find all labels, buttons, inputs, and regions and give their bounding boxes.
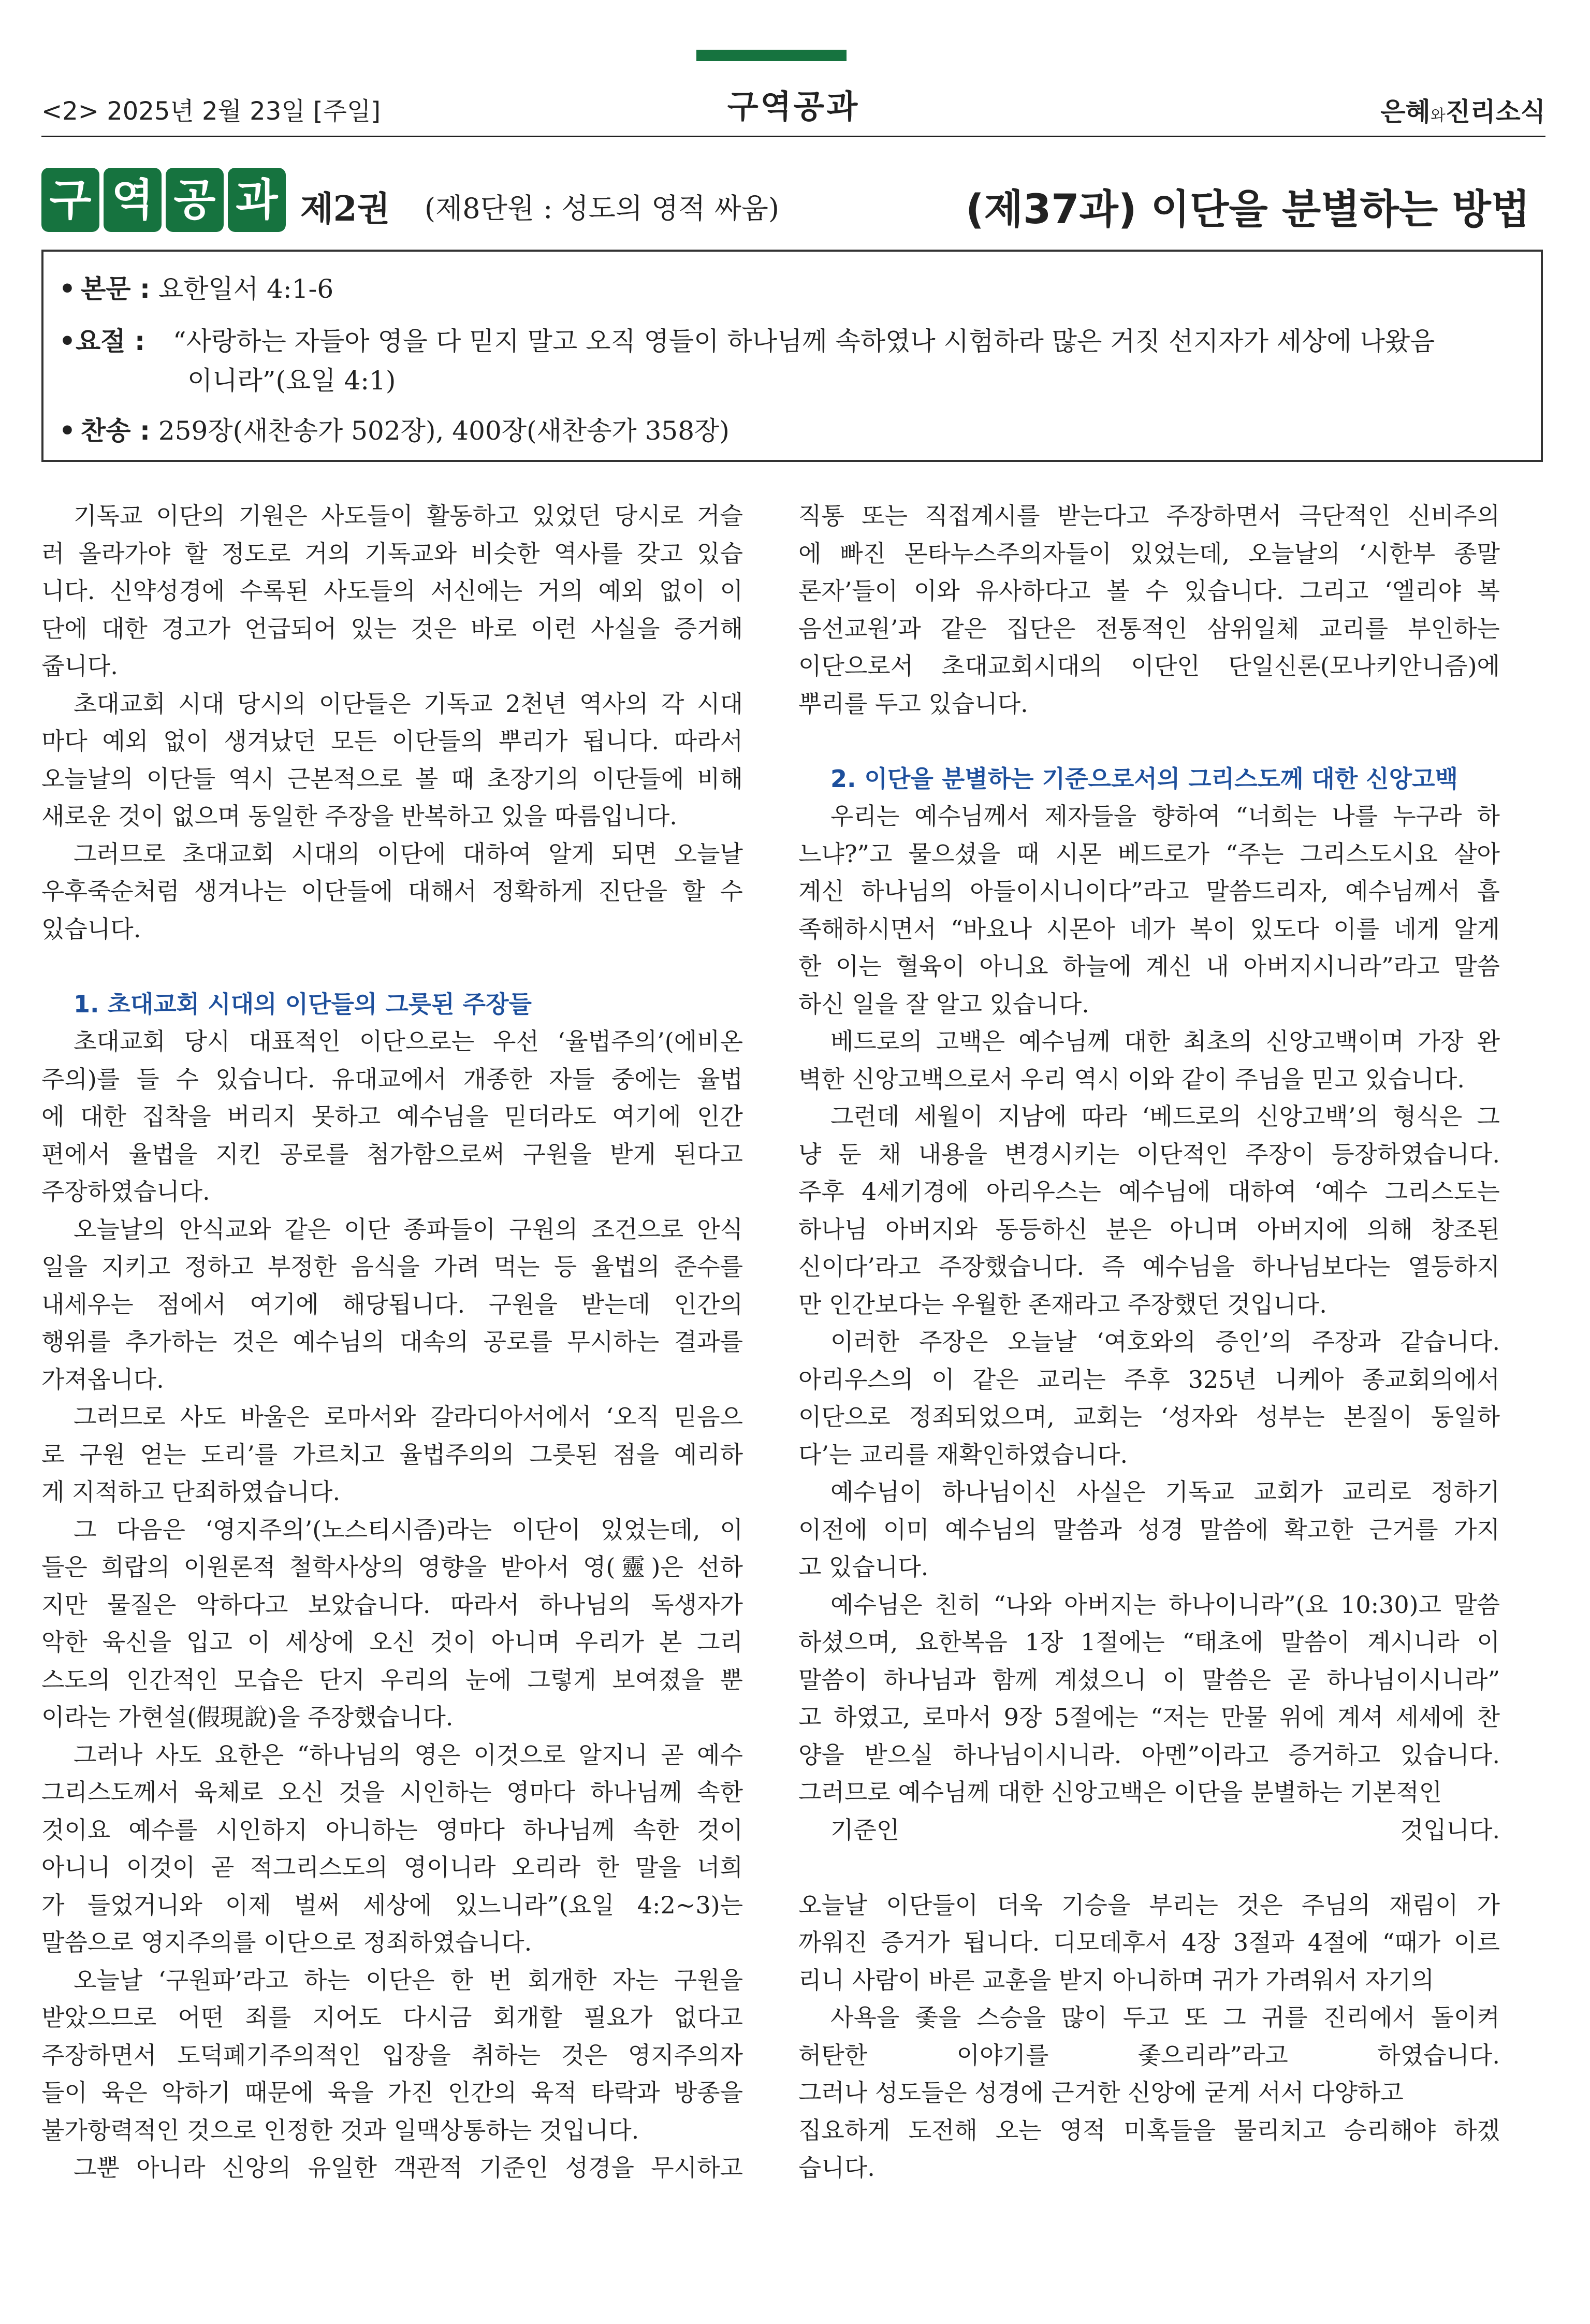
badge-char: 공 bbox=[166, 168, 224, 232]
body-text-line: 에 대한 집착을 버리지 못하고 예수님을 믿더라도 여기에 인간 bbox=[41, 1102, 743, 1130]
body-text-line: 기독교 이단의 기원은 사도들이 활동하고 있었던 당시로 거슬 bbox=[74, 502, 743, 530]
lesson-title-row bbox=[41, 166, 1545, 238]
section-title: 구역공과 bbox=[727, 88, 860, 125]
body-text-line: 이라는 가현설(假現說)을 주장했습니다. bbox=[41, 1703, 454, 1731]
body-text-line: 이단으로 정죄되었으며, 교회는 ‘성자와 성부는 본질이 동일하 bbox=[798, 1403, 1500, 1431]
body-text-line: 초대교회 시대 당시의 이단들은 기독교 2천년 역사의 각 시대 bbox=[74, 689, 743, 718]
header-divider bbox=[41, 136, 1545, 137]
badge-char: 역 bbox=[104, 168, 162, 232]
body-text-line: 그러나 성도들은 성경에 근거한 신앙에 굳게 서서 다양하고 bbox=[798, 2079, 1404, 2107]
body-text-line: 우후죽순처럼 생겨나는 이단들에 대해서 정확하게 진단을 할 수 bbox=[41, 877, 743, 905]
key-verse-block bbox=[59, 322, 1519, 400]
key-verse-line: 이니라”(요일 4:1) bbox=[187, 366, 396, 396]
masthead-small: 와 bbox=[1430, 107, 1446, 125]
body-text-line: 오늘날의 안식교와 같은 이단 종파들이 구원의 조건으로 안식 bbox=[74, 1215, 743, 1243]
body-text-line: 행위를 추가하는 것은 예수님의 대속의 공로를 무시하는 결과를 bbox=[41, 1328, 743, 1356]
body-column-right bbox=[798, 497, 1500, 2187]
body-text-line: 줍니다. bbox=[41, 652, 118, 680]
paragraph-spacer bbox=[41, 948, 743, 985]
key-verse-line: “사랑하는 자들아 영을 다 믿지 말고 오직 영들이 하나님께 속하였나 시험하라 많은 거짓 선지자가 세상에 나왔음 bbox=[173, 326, 1435, 356]
body-text-line: 게 지적하고 단죄하였습니다. bbox=[41, 1478, 341, 1506]
body-text-line: 집요하게 도전해 오는 영적 미혹들을 물리치고 승리해야 하겠 bbox=[798, 2116, 1500, 2144]
body-text-line: 사욕을 좇을 스승을 많이 두고 또 그 귀를 진리에서 돌이켜 bbox=[830, 2003, 1500, 2031]
body-text-line: 마다 예외 없이 생겨났던 모든 이단들의 뿌리가 됩니다. 따라서 bbox=[41, 727, 743, 755]
body-text-line: 계신 하나님의 아들이시니이다”라고 말씀드리자, 예수님께서 흡 bbox=[798, 877, 1500, 905]
body-text-line: 리니 사람이 바른 교훈을 받지 아니하며 귀가 가려워서 자기의 bbox=[798, 1966, 1434, 1994]
body-text-line: 고 하였고, 로마서 9장 5절에는 “저는 만물 위에 계셔 세세에 찬 bbox=[798, 1703, 1500, 1731]
lesson-title: (제37과) 이단을 분별하는 방법 bbox=[966, 186, 1530, 233]
body-text-line: 이러한 주장은 오늘날 ‘여호와의 증인’의 주장과 같습니다. bbox=[830, 1328, 1500, 1356]
body-text-line: 양을 받으실 하나님이시니라. 아멘”이라고 증거하고 있습니다. bbox=[798, 1740, 1500, 1769]
body-text-line: 뿌리를 두고 있습니다. bbox=[798, 689, 1028, 718]
masthead-tail: 진리소식 bbox=[1445, 97, 1545, 127]
scripture-label: 본문 : bbox=[80, 274, 150, 304]
body-text-line: 까워진 증거가 됩니다. 디모데후서 4장 3절과 4절에 “때가 이르 bbox=[798, 1928, 1500, 1956]
body-text-line: 니다. 신약성경에 수록된 사도들의 서신에는 거의 예외 없이 이 bbox=[41, 577, 743, 605]
body-text-line: 편에서 율법을 지킨 공로를 첨가함으로써 구원을 받게 된다고 bbox=[41, 1140, 743, 1168]
bullet-icon: • bbox=[59, 274, 76, 304]
section-accent-bar bbox=[696, 50, 847, 61]
scripture-text-line bbox=[59, 268, 333, 306]
body-text-line: 그리스도께서 육체로 오신 것을 시인하는 영마다 하나님께 속한 bbox=[41, 1778, 743, 1806]
section-heading: 2. 이단을 분별하는 기준으로서의 그리스도께 대한 신앙고백 bbox=[830, 764, 1458, 793]
page-header bbox=[41, 78, 1545, 135]
hymn-value: 259장(새찬송가 502장), 400장(새찬송가 358장) bbox=[158, 416, 730, 446]
body-text-line: 받았으므로 어떤 죄를 지어도 다시금 회개할 필요가 없다고 bbox=[41, 2003, 743, 2031]
key-verse-text bbox=[173, 322, 1519, 400]
unit-label: (제8단원 : 성도의 영적 싸움) bbox=[425, 192, 779, 225]
body-text-line: 직통 또는 직접계시를 받는다고 주장하면서 극단적인 신비주의 bbox=[798, 502, 1500, 530]
body-text-line: 하나님 아버지와 동등하신 분은 아니며 아버지에 의해 창조된 bbox=[798, 1215, 1500, 1243]
body-text-line: 그 다음은 ‘영지주의’(노스티시즘)라는 이단이 있었는데, 이 bbox=[74, 1515, 743, 1544]
body-text-line: 그러므로 사도 바울은 로마서와 갈라디아서에서 ‘오직 믿음으 bbox=[74, 1403, 743, 1431]
body-text-line: 그뿐 아니라 신앙의 유일한 객관적 기준인 성경을 무시하고 bbox=[74, 2154, 743, 2182]
key-verse-label: 요절 : bbox=[75, 326, 145, 356]
body-text-line: 예수님이 하나님이신 사실은 기독교 교회가 교리로 정하기 bbox=[830, 1478, 1500, 1506]
body-text-line: 주후 4세기경에 아리우스는 예수님에 대하여 ‘예수 그리스도는 bbox=[798, 1178, 1500, 1205]
body-text-line: 그러므로 초대교회 시대의 이단에 대하여 알게 되면 오늘날 bbox=[74, 839, 743, 868]
body-text-line: 이전에 이미 예수님의 말씀과 성경 말씀에 확고한 근거를 가지 bbox=[798, 1515, 1500, 1544]
paragraph-spacer bbox=[798, 1849, 1500, 1886]
key-verse-label-wrap bbox=[59, 322, 173, 361]
body-text-line: 주장하였습니다. bbox=[41, 1178, 210, 1205]
hymn-line bbox=[59, 410, 730, 447]
masthead-main: 은혜 bbox=[1380, 97, 1431, 127]
badge-char: 과 bbox=[228, 168, 286, 232]
scripture-value: 요한일서 4:1-6 bbox=[158, 274, 334, 304]
body-text-line: 족해하시면서 “바요나 시몬아 네가 복이 있도다 이를 네게 알게 bbox=[798, 914, 1500, 943]
body-text-line: 악한 육신을 입고 이 세상에 오신 것이 아니며 우리가 본 그리 bbox=[41, 1628, 743, 1656]
bullet-icon: • bbox=[59, 416, 76, 446]
body-text-line: 벽한 신앙고백으로서 우리 역시 이와 같이 주님을 믿고 있습니다. bbox=[798, 1065, 1465, 1093]
body-text-line: 있습니다. bbox=[41, 914, 141, 943]
body-text-line: 아리우스의 이 같은 교리는 주후 325년 니케아 종교회의에서 bbox=[798, 1365, 1500, 1393]
body-text-line: 그런데 세월이 지남에 따라 ‘베드로의 신앙고백’의 형식은 그 bbox=[830, 1102, 1500, 1130]
body-text-line: 허탄한 이야기를 좇으리라”라고 하였습니다. bbox=[798, 2041, 1500, 2069]
body-text-line: 내세우는 점에서 여기에 해당됩니다. 구원을 받는데 인간의 bbox=[41, 1290, 743, 1318]
body-text-line: 주장하면서 도덕폐기주의적인 입장을 취하는 것은 영지주의자 bbox=[41, 2041, 743, 2069]
body-text-line: 오늘날 이단들이 더욱 기승을 부리는 것은 주님의 재림이 가 bbox=[798, 1891, 1500, 1919]
body-column-left bbox=[41, 497, 743, 2187]
body-text-line: 러 올라가야 할 정도로 거의 기독교와 비슷한 역사를 갖고 있습 bbox=[41, 539, 743, 568]
body-text-line: 말씀이 하나님과 함께 계셨으니 이 말씀은 곧 하나님이시니라” bbox=[798, 1665, 1500, 1694]
body-text-line: 한 이는 혈육이 아니요 하늘에 계신 내 아버지시니라”라고 말씀 bbox=[798, 952, 1500, 980]
section-badge bbox=[41, 168, 286, 232]
body-text-line: 신이다’라고 주장했습니다. 즉 예수님을 하나님보다는 열등하지 bbox=[798, 1253, 1500, 1281]
scripture-info-box bbox=[41, 250, 1543, 462]
body-text-line: 가져옵니다. bbox=[41, 1365, 164, 1393]
body-text-line: 주의)를 들 수 있습니다. 유대교에서 개종한 자들 중에는 율법 bbox=[41, 1065, 743, 1093]
body-text-line: 음선교원’과 같은 집단은 전통적인 삼위일체 교리를 부인하는 bbox=[798, 614, 1500, 643]
paragraph-spacer bbox=[798, 722, 1500, 760]
section-heading: 1. 초대교회 시대의 이단들의 그릇된 주장들 bbox=[74, 990, 532, 1018]
body-text-line: 들이 육은 악하기 때문에 육을 가진 인간의 육적 타락과 방종을 bbox=[41, 2079, 743, 2107]
body-text-line: 초대교회 당시 대표적인 이단으로는 우선 ‘율법주의’(에비온 bbox=[74, 1027, 743, 1055]
body-text-line: 하신 일을 잘 알고 있습니다. bbox=[798, 990, 1089, 1018]
body-text-line: 단에 대한 경고가 언급되어 있는 것은 바로 이런 사실을 증거해 bbox=[41, 614, 743, 643]
body-text-line: 냥 둔 채 내용을 변경시키는 이단적인 주장이 등장하였습니다. bbox=[798, 1140, 1500, 1168]
volume-label: 제2권 bbox=[300, 188, 390, 229]
body-text-line: 우리는 예수님께서 제자들을 향하여 “너희는 나를 누구라 하 bbox=[830, 802, 1500, 830]
body-text-line: 새로운 것이 없으며 동일한 주장을 반복하고 있을 따름입니다. bbox=[41, 802, 677, 830]
body-text-line: 론자’들이 이와 유사하다고 볼 수 있습니다. 그리고 ‘엘리야 복 bbox=[798, 577, 1500, 605]
body-text-line: 만 인간보다는 우월한 존재라고 주장했던 것입니다. bbox=[798, 1290, 1327, 1318]
body-text-line: 것이요 예수를 시인하지 아니하는 영마다 하나님께 속한 것이 bbox=[41, 1815, 743, 1844]
body-text-line: 스도의 인간적인 모습은 단지 우리의 눈에 그렇게 보여졌을 뿐 bbox=[41, 1665, 743, 1694]
body-text-line: 습니다. bbox=[798, 2154, 875, 2182]
page-number-date: <2> 2025년 2월 23일 [주일] bbox=[41, 97, 381, 126]
body-text-line: 에 빠진 몬타누스주의자들이 있었는데, 오늘날의 ‘시한부 종말 bbox=[798, 539, 1500, 568]
body-text-line: 말씀으로 영지주의를 이단으로 정죄하였습니다. bbox=[41, 1928, 532, 1956]
body-text-line: 예수님은 친히 “나와 아버지는 하나이니라”(요 10:30)고 말씀 bbox=[830, 1590, 1500, 1619]
body-text-line: 오늘날 ‘구원파’라고 하는 이단은 한 번 회개한 자는 구원을 bbox=[74, 1966, 743, 1994]
body-text-line: 그러므로 예수님께 대한 신앙고백은 이단을 분별하는 기본적인 bbox=[798, 1778, 1442, 1806]
body-text-line: 일을 지키고 정하고 부정한 음식을 가려 먹는 등 율법의 준수를 bbox=[41, 1253, 743, 1281]
body-text-line: 이단으로서 초대교회시대의 이단인 단일신론(모나키안니즘)에 bbox=[798, 652, 1500, 680]
body-text-line: 다’는 교리를 재확인하였습니다. bbox=[798, 1440, 1128, 1469]
masthead-logo bbox=[1380, 91, 1545, 128]
body-text-line: 불가항력적인 것으로 인정한 것과 일맥상통하는 것입니다. bbox=[41, 2116, 639, 2144]
body-text-line: 하셨으며, 요한복음 1장 1절에는 “태초에 말씀이 계시니라 이 bbox=[798, 1628, 1500, 1656]
body-text-line: 기준인 것입니다. bbox=[830, 1815, 1500, 1844]
hymn-label: 찬송 : bbox=[80, 416, 150, 446]
bullet-icon: • bbox=[59, 326, 76, 356]
body-text-line: 들은 희랍의 이원론적 철학사상의 영향을 받아서 영(靈)은 선하 bbox=[41, 1553, 743, 1581]
body-text-line: 베드로의 고백은 예수님께 대한 최초의 신앙고백이며 가장 완 bbox=[830, 1027, 1500, 1055]
body-text-line: 그러나 사도 요한은 “하나님의 영은 이것으로 알지니 곧 예수 bbox=[74, 1740, 743, 1769]
body-text-line: 아니니 이것이 곧 적그리스도의 영이니라 오리라 한 말을 너희 bbox=[41, 1853, 743, 1881]
body-text-line: 오늘날의 이단들 역시 근본적으로 볼 때 초장기의 이단들에 비해 bbox=[41, 764, 743, 793]
badge-char: 구 bbox=[41, 168, 99, 232]
body-text-line: 고 있습니다. bbox=[798, 1553, 929, 1581]
body-text-line: 느냐?”고 물으셨을 때 시몬 베드로가 “주는 그리스도시요 살아 bbox=[798, 839, 1500, 868]
body-text-line: 로 구원 얻는 도리’를 가르치고 율법주의의 그릇된 점을 예리하 bbox=[41, 1440, 743, 1469]
body-text-line: 가 들었거니와 이제 벌써 세상에 있느니라”(요일 4:2~3)는 bbox=[41, 1891, 743, 1919]
body-text-line: 지만 물질은 악하다고 보았습니다. 따라서 하나님의 독생자가 bbox=[41, 1590, 743, 1619]
